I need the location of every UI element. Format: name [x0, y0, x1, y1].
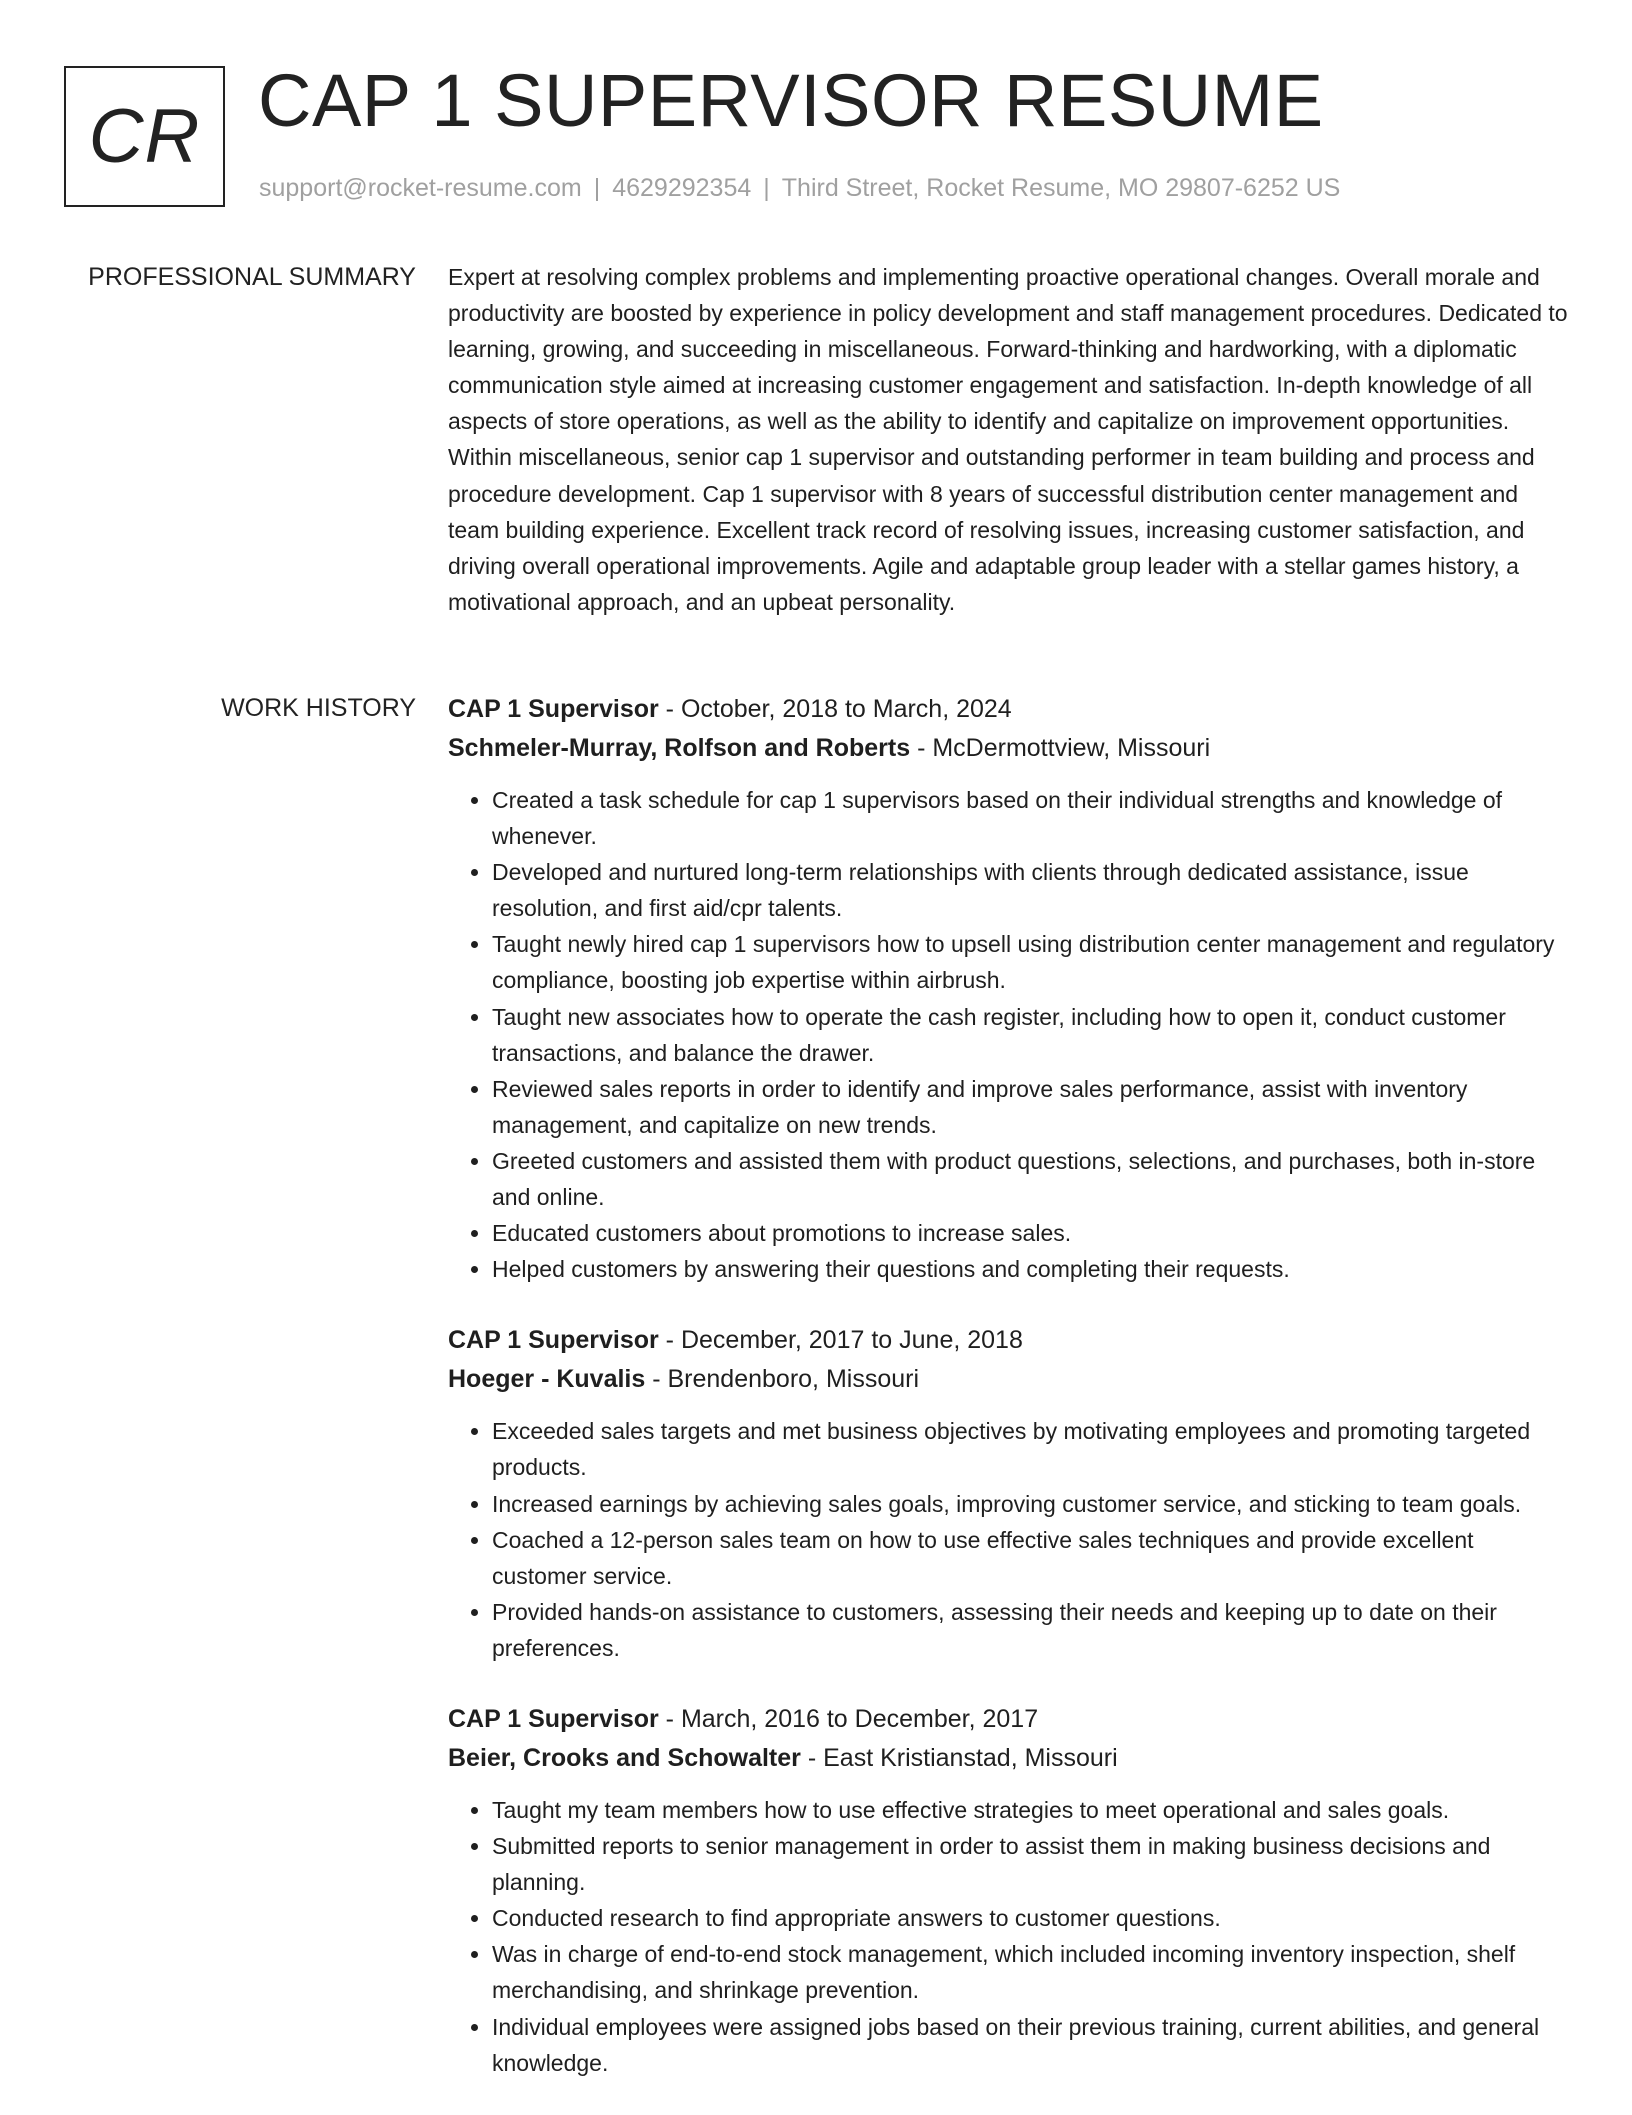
job-company-line	[448, 1739, 1568, 1778]
job-bullet: • Submitted reports to senior management in order to assist them in making business decisions and planning.	[492, 1828, 1568, 1900]
job-bullet: • Taught my team members how to use effective strategies to meet operational and sales goals.	[492, 1792, 1568, 1828]
job-bullet: • Provided hands-on assistance to customers, assessing their needs and keeping up to date on their preferences.	[492, 1594, 1568, 1666]
job-bullet: • Was in charge of end-to-end stock management, which included incoming inventory inspection, shelf merchandising, and shrinkage prevention.	[492, 1936, 1568, 2008]
job-title-line	[448, 690, 1568, 729]
contact-separator: |	[593, 174, 601, 202]
job-entry	[448, 690, 1568, 1287]
job-company: Schmeler-Murray, Rolfson and Roberts	[448, 734, 911, 762]
job-dates: - March, 2016 to December, 2017	[658, 1704, 1039, 1733]
job-bullets	[448, 1413, 1568, 1666]
job-company: Hoeger - Kuvalis	[448, 1365, 646, 1394]
job-dates: - December, 2017 to June, 2018	[658, 1326, 1023, 1355]
contact-address: Third Street, Rocket Resume, MO 29807-6252 US	[781, 174, 1341, 202]
job-company-line	[448, 1360, 1568, 1399]
job-location: - McDermottview, Missouri	[910, 734, 1211, 762]
job-bullet: • Increased earnings by achieving sales goals, improving customer service, and sticking to team goals.	[492, 1486, 1568, 1522]
job-bullet: • Helped customers by answering their questions and completing their requests.	[492, 1251, 1568, 1287]
job-dates: - October, 2018 to March, 2024	[658, 695, 1012, 723]
job-location: - Brendenboro, Missouri	[645, 1365, 920, 1394]
contact-email: support@rocket-resume.com	[259, 174, 582, 202]
summary-body	[448, 259, 1568, 620]
contact-separator: |	[763, 174, 770, 202]
resume-title: CAP 1 SUPERVISOR RESUME	[258, 59, 1324, 142]
work-history-body	[448, 690, 1568, 2115]
job-bullet: • Greeted customers and assisted them with product questions, selections, and purchases, both in-store and online.	[492, 1143, 1568, 1215]
job-bullet: • Reviewed sales reports in order to identify and improve sales performance, assist with inventory management, and capitalize on new trends.	[492, 1071, 1568, 1143]
job-bullet: • Taught newly hired cap 1 supervisors how to upsell using distribution center management and regulatory compliance, boosting job expertise within airbrush.	[492, 926, 1568, 998]
job-bullet: • Conducted research to find appropriate answers to customer questions.	[492, 1900, 1568, 1936]
job-bullet: • Created a task schedule for cap 1 supervisors based on their individual strengths and knowledge of whenever.	[492, 782, 1568, 854]
job-location: - East Kristianstad, Missouri	[800, 1743, 1118, 1772]
section-heading-work-history: WORK HISTORY	[221, 694, 416, 722]
job-title-line	[448, 1700, 1568, 1739]
job-bullet: • Developed and nurtured long-term relationships with clients through dedicated assistance, issue resolution, and first aid/cpr talents.	[492, 854, 1568, 926]
job-bullets	[448, 782, 1568, 1287]
job-company: Beier, Crooks and Schowalter	[448, 1743, 801, 1772]
summary-text: Expert at resolving complex problems and implementing proactive operational changes. Overall morale and productivity are boosted by experience in policy development and staff management procedures. Dedicated to learning, growing, and succeeding in miscellaneous. Forward-thinking and hardworking, with a diplomatic communication style aimed at increasing customer engagement and satisfaction. In-depth knowledge of all aspects of store operations, as well as the ability to identify and capitalize on improvement opportunities. Within miscellaneous, senior cap 1 supervisor and outstanding performer in team building and process and procedure development. Cap 1 supervisor with 8 years of successful distribution center management and team building experience. Excellent track record of resolving issues, increasing customer satisfaction, and driving overall operational improvements. Agile and adaptable group leader with a stellar games history, a motivational approach, and an upbeat personality.	[448, 264, 1568, 615]
job-entry	[448, 1700, 1568, 2081]
job-bullets	[448, 1792, 1568, 2081]
job-entry	[448, 1321, 1568, 1666]
job-bullet: • Individual employees were assigned jobs based on their previous training, current abilities, and general knowledge.	[492, 2009, 1568, 2081]
job-title: CAP 1 Supervisor	[448, 695, 659, 723]
job-title-line	[448, 1321, 1568, 1360]
job-bullet: • Coached a 12-person sales team on how to use effective sales techniques and provide excellent customer service.	[492, 1522, 1568, 1594]
job-bullet: • Exceeded sales targets and met business objectives by motivating employees and promoting targeted products.	[492, 1413, 1568, 1485]
job-title: CAP 1 Supervisor	[448, 1704, 659, 1733]
job-company-line	[448, 729, 1568, 768]
job-bullet: • Taught new associates how to operate the cash register, including how to open it, conduct customer transactions, and balance the drawer.	[492, 999, 1568, 1071]
section-heading-summary: PROFESSIONAL SUMMARY	[88, 263, 416, 291]
monogram-logo: CR	[64, 66, 225, 207]
contact-line	[259, 174, 1340, 203]
contact-phone: 4629292354	[612, 174, 752, 202]
job-bullet: • Educated customers about promotions to increase sales.	[492, 1215, 1568, 1251]
job-title: CAP 1 Supervisor	[448, 1326, 659, 1355]
